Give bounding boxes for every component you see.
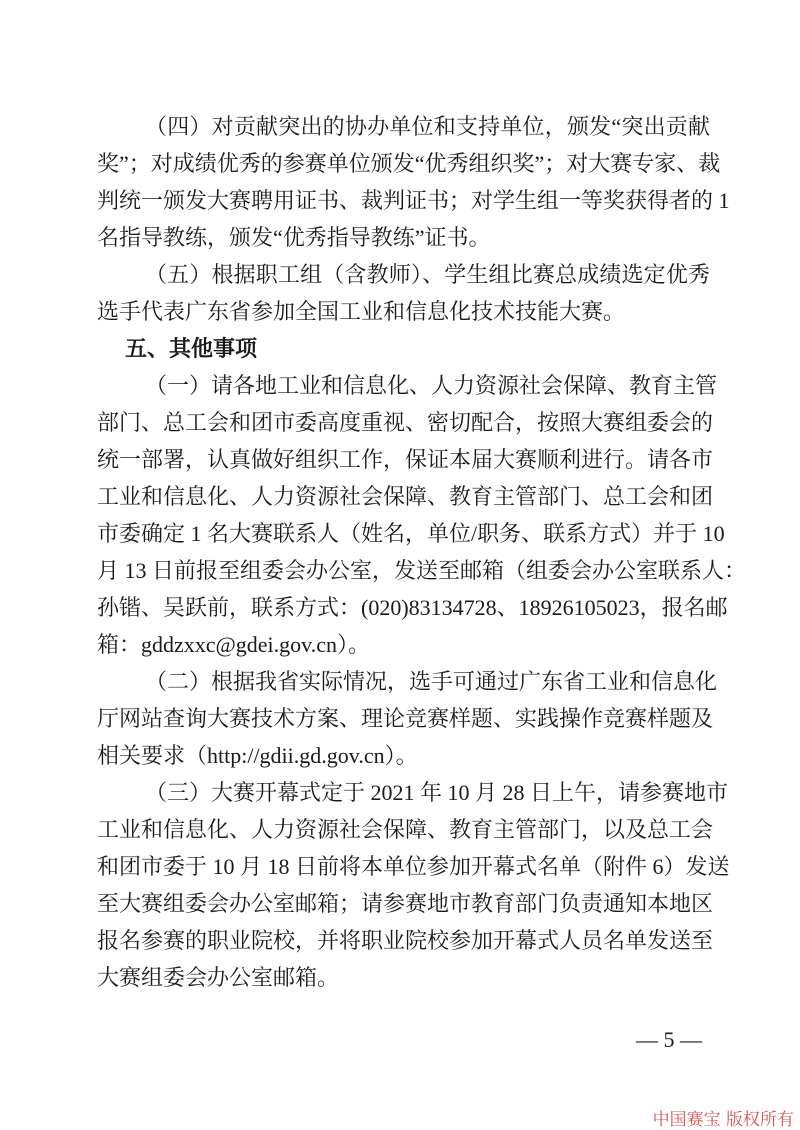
text-line: 奖”；对成绩优秀的参赛单位颁发“优秀组织奖”；对大赛专家、裁 [97, 151, 721, 176]
text-line: （二）根据我省实际情况，选手可通过广东省工业和信息化 [145, 669, 718, 694]
text-line: 至大赛组委会办公室邮箱；请参赛地市教育部门负责通知本地区 [97, 891, 714, 916]
text-line: 统一部署，认真做好组织工作，保证本届大赛顺利进行。请各市 [97, 447, 714, 472]
text-line: 和团市委于 10 月 18 日前将本单位参加开幕式名单（附件 6）发送 [97, 854, 730, 879]
text-line: 大赛组委会办公室邮箱。 [97, 965, 340, 990]
text-line: （四）对贡献突出的协办单位和支持单位，颁发“突出贡献 [145, 114, 710, 139]
text-line: 部门、总工会和团市委高度重视、密切配合，按照大赛组委会的 [97, 410, 714, 435]
text-line: 孙锴、吴跃前，联系方式：(020)83134728、18926105023，报名邮 [97, 595, 728, 620]
text-line: 厅网站查询大赛技术方案、理论竞赛样题、实践操作竞赛样题及 [97, 706, 714, 731]
text-line: 名指导教练，颁发“优秀指导教练”证书。 [97, 225, 491, 250]
text-line: 箱：gddzxxc@gdei.gov.cn）。 [97, 632, 371, 657]
text-line: 工业和信息化、人力资源社会保障、教育主管部门、总工会和团 [97, 484, 714, 509]
watermark: 中国赛宝 版权所有 [652, 1110, 794, 1130]
text-line: 判统一颁发大赛聘用证书、裁判证书；对学生组一等奖获得者的 1 [97, 188, 730, 213]
text-line: 报名参赛的职业院校，并将职业院校参加开幕式人员名单发送至 [97, 928, 714, 953]
section-heading: 五、其他事项 [125, 336, 258, 361]
text-line: 选手代表广东省参加全国工业和信息化技术技能大赛。 [97, 299, 626, 324]
text-line: 月 13 日前报至组委会办公室，发送至邮箱（组委会办公室联系人： [97, 558, 747, 583]
text-line: （三）大赛开幕式定于 2021 年 10 月 28 日上午，请参赛地市 [145, 780, 729, 805]
page-number: — 5 — [636, 1027, 702, 1052]
text-line: 工业和信息化、人力资源社会保障、教育主管部门，以及总工会 [97, 817, 714, 842]
text-line: （一）请各地工业和信息化、人力资源社会保障、教育主管 [145, 373, 718, 398]
text-line: 相关要求（http://gdii.gd.gov.cn）。 [97, 743, 418, 768]
text-line: （五）根据职工组（含教师）、学生组比赛总成绩选定优秀 [145, 262, 710, 287]
text-line: 市委确定 1 名大赛联系人（姓名，单位/职务、联系方式）并于 10 [97, 521, 725, 546]
